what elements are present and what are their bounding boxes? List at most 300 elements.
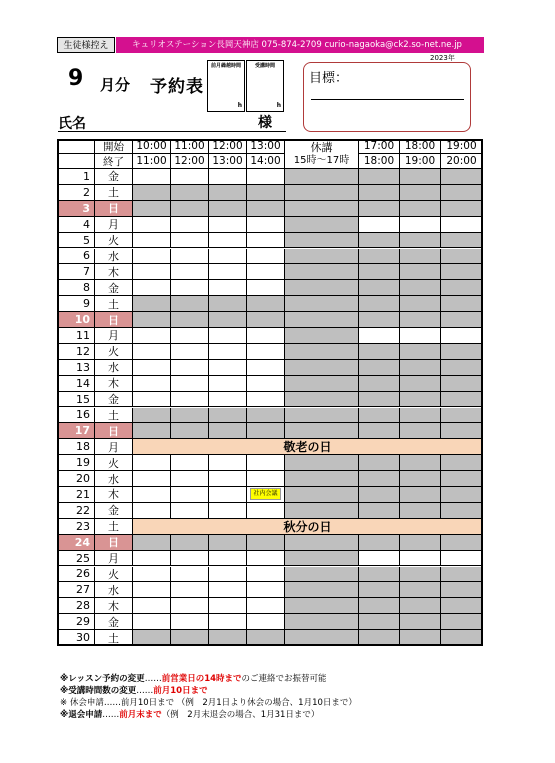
slot-cell[interactable] — [171, 487, 209, 503]
carryover-hours-label: 前月繰越時間 — [210, 63, 241, 69]
end-label: 終了 — [95, 154, 133, 169]
slot-cell[interactable] — [247, 487, 285, 503]
weekday-label: 木 — [95, 376, 133, 392]
slot-cell — [133, 423, 171, 439]
slot-cell — [209, 408, 247, 424]
slot-cell[interactable] — [171, 280, 209, 296]
slot-cell — [285, 503, 359, 519]
slot-cell — [400, 233, 441, 249]
slot-cell — [441, 280, 483, 296]
weekday-label: 金 — [95, 392, 133, 408]
break-label: 休講 — [310, 140, 333, 154]
notes — [60, 673, 357, 721]
slot-cell — [247, 408, 285, 424]
weekday-label: 土 — [95, 408, 133, 424]
slot-cell[interactable] — [247, 217, 285, 233]
slot-cell[interactable] — [247, 169, 285, 185]
slot-cell — [285, 249, 359, 265]
honorific-label: 様 — [258, 115, 272, 131]
slot-cell — [359, 312, 400, 328]
weekday-label: 木 — [95, 487, 133, 503]
day-number: 13 — [57, 360, 95, 376]
slot-cell[interactable] — [133, 487, 171, 503]
slot-cell[interactable] — [171, 328, 209, 344]
slot-cell — [359, 392, 400, 408]
slot-cell[interactable] — [247, 455, 285, 471]
day-number: 10 — [57, 312, 95, 328]
slot-cell[interactable] — [247, 551, 285, 567]
day-number: 3 — [57, 201, 95, 217]
slot-cell[interactable] — [171, 217, 209, 233]
slot-cell — [359, 249, 400, 265]
name-label: 氏名 — [58, 116, 86, 132]
slot-cell[interactable] — [171, 360, 209, 376]
slot-cell — [441, 423, 483, 439]
slot-cell[interactable] — [171, 376, 209, 392]
slot-cell — [247, 535, 285, 551]
slot-cell — [209, 312, 247, 328]
slot-cell — [133, 535, 171, 551]
slot-cell — [247, 630, 285, 646]
header-blank — [57, 139, 95, 154]
slot-cell — [285, 598, 359, 614]
holiday-name: 秋分の日 — [133, 519, 483, 535]
slot-cell[interactable] — [209, 280, 247, 296]
slot-cell[interactable] — [133, 582, 171, 598]
slot-end: 20:00 — [441, 154, 483, 169]
slot-cell[interactable] — [209, 455, 247, 471]
slot-cell[interactable] — [171, 169, 209, 185]
slot-cell[interactable] — [133, 392, 171, 408]
slot-cell[interactable] — [171, 503, 209, 519]
slot-cell[interactable] — [171, 455, 209, 471]
note-withdraw: ※退会申請……前月末まで（例 2月末退会の場合、1月31日まで） — [60, 710, 320, 720]
slot-cell — [359, 376, 400, 392]
slot-cell — [247, 312, 285, 328]
reservation-table — [57, 139, 483, 646]
weekday-label: 土 — [95, 519, 133, 535]
slot-cell[interactable] — [247, 376, 285, 392]
slot-cell — [359, 455, 400, 471]
slot-cell — [441, 233, 483, 249]
slot-cell — [441, 614, 483, 630]
day-number: 19 — [57, 455, 95, 471]
slot-cell[interactable] — [400, 328, 441, 344]
slot-cell[interactable] — [171, 567, 209, 583]
slot-cell — [247, 185, 285, 201]
slot-cell — [359, 567, 400, 583]
slot-cell — [400, 535, 441, 551]
slot-cell[interactable] — [247, 598, 285, 614]
slot-cell — [285, 471, 359, 487]
day-number: 24 — [57, 535, 95, 551]
weekday-label: 月 — [95, 217, 133, 233]
day-number: 1 — [57, 169, 95, 185]
slot-cell[interactable] — [133, 471, 171, 487]
slot-cell[interactable] — [133, 376, 171, 392]
slot-start: 13:00 — [247, 139, 285, 154]
slot-cell[interactable] — [359, 328, 400, 344]
slot-cell — [133, 185, 171, 201]
note-hours-change: ※受講時間数の変更……前月10日まで — [60, 686, 208, 696]
slot-cell — [285, 455, 359, 471]
slot-cell[interactable] — [209, 598, 247, 614]
slot-cell — [133, 630, 171, 646]
slot-cell[interactable] — [171, 551, 209, 567]
carryover-hours-box[interactable] — [207, 60, 245, 112]
slot-cell — [359, 344, 400, 360]
lesson-hours-label: 受講時間 — [254, 63, 275, 69]
slot-cell — [171, 201, 209, 217]
slot-cell — [441, 360, 483, 376]
slot-cell[interactable] — [359, 217, 400, 233]
slot-cell — [285, 344, 359, 360]
slot-cell — [171, 185, 209, 201]
slot-cell — [247, 296, 285, 312]
slot-cell[interactable] — [209, 614, 247, 630]
weekday-label: 土 — [95, 630, 133, 646]
slot-cell — [359, 296, 400, 312]
day-number: 9 — [57, 296, 95, 312]
slot-cell — [400, 169, 441, 185]
copy-label: 生徒様控え — [57, 37, 115, 53]
slot-cell[interactable] — [171, 471, 209, 487]
slot-cell[interactable] — [171, 598, 209, 614]
slot-cell — [441, 344, 483, 360]
slot-cell[interactable] — [133, 598, 171, 614]
slot-cell — [400, 630, 441, 646]
slot-cell[interactable] — [209, 233, 247, 249]
weekday-label: 金 — [95, 614, 133, 630]
page-title: 予約表 — [150, 77, 204, 97]
weekday-label: 月 — [95, 328, 133, 344]
slot-cell — [400, 423, 441, 439]
slot-cell — [400, 201, 441, 217]
slot-cell[interactable] — [171, 264, 209, 280]
slot-start: 17:00 — [359, 139, 400, 154]
slot-cell — [209, 296, 247, 312]
slot-end: 13:00 — [209, 154, 247, 169]
slot-cell — [441, 392, 483, 408]
day-number: 18 — [57, 439, 95, 455]
weekday-label: 木 — [95, 264, 133, 280]
weekday-label: 水 — [95, 582, 133, 598]
slot-cell[interactable] — [133, 328, 171, 344]
day-number: 26 — [57, 567, 95, 583]
slot-cell[interactable] — [171, 582, 209, 598]
slot-cell[interactable] — [247, 614, 285, 630]
weekday-label: 月 — [95, 551, 133, 567]
slot-cell — [400, 567, 441, 583]
weekday-label: 火 — [95, 567, 133, 583]
slot-cell — [359, 169, 400, 185]
month-number: 9 — [68, 66, 84, 91]
weekday-label: 水 — [95, 249, 133, 265]
day-number: 12 — [57, 344, 95, 360]
slot-cell — [247, 423, 285, 439]
slot-cell[interactable] — [400, 217, 441, 233]
start-label: 開始 — [95, 139, 133, 154]
slot-cell — [285, 423, 359, 439]
slot-cell — [133, 201, 171, 217]
meeting-note: 社内会議 — [250, 488, 280, 500]
break-header — [285, 139, 359, 169]
hour-unit: h — [276, 102, 281, 109]
weekday-label: 日 — [95, 423, 133, 439]
slot-cell[interactable] — [133, 360, 171, 376]
note-leave: ※ 休会申請……前月10日まで （例 2月1日より休会の場合、1月10日まで） — [60, 698, 357, 708]
slot-cell[interactable] — [171, 233, 209, 249]
slot-start: 12:00 — [209, 139, 247, 154]
day-number: 29 — [57, 614, 95, 630]
slot-end: 12:00 — [171, 154, 209, 169]
slot-cell[interactable] — [209, 169, 247, 185]
weekday-label: 金 — [95, 503, 133, 519]
slot-cell[interactable] — [133, 614, 171, 630]
slot-start: 11:00 — [171, 139, 209, 154]
name-field[interactable] — [58, 131, 286, 132]
day-number: 16 — [57, 408, 95, 424]
slot-cell[interactable] — [247, 471, 285, 487]
slot-cell — [441, 567, 483, 583]
slot-cell — [209, 185, 247, 201]
slot-cell[interactable] — [247, 264, 285, 280]
slot-cell — [359, 360, 400, 376]
slot-cell[interactable] — [209, 376, 247, 392]
slot-cell — [285, 535, 359, 551]
lesson-hours-box[interactable] — [246, 60, 284, 112]
slot-cell[interactable] — [209, 344, 247, 360]
day-number: 2 — [57, 185, 95, 201]
slot-cell[interactable] — [133, 280, 171, 296]
slot-end: 14:00 — [247, 154, 285, 169]
weekday-label: 金 — [95, 169, 133, 185]
goal-line — [311, 99, 464, 100]
slot-cell — [441, 249, 483, 265]
day-number: 14 — [57, 376, 95, 392]
slot-cell[interactable] — [209, 360, 247, 376]
weekday-label: 水 — [95, 360, 133, 376]
slot-cell — [441, 201, 483, 217]
slot-cell[interactable] — [209, 471, 247, 487]
slot-cell[interactable] — [247, 328, 285, 344]
slot-cell — [359, 503, 400, 519]
hour-unit: h — [237, 102, 242, 109]
slot-start: 19:00 — [441, 139, 483, 154]
slot-cell — [209, 630, 247, 646]
slot-cell — [400, 344, 441, 360]
slot-cell — [400, 392, 441, 408]
slot-cell — [359, 535, 400, 551]
slot-cell — [400, 312, 441, 328]
month-unit: 月分 — [100, 76, 131, 94]
slot-cell[interactable] — [209, 503, 247, 519]
day-number: 25 — [57, 551, 95, 567]
slot-cell — [400, 408, 441, 424]
slot-cell — [285, 582, 359, 598]
slot-cell — [285, 567, 359, 583]
slot-cell[interactable] — [133, 249, 171, 265]
day-number: 7 — [57, 264, 95, 280]
slot-cell — [285, 312, 359, 328]
slot-cell[interactable] — [209, 328, 247, 344]
slot-cell — [285, 185, 359, 201]
slot-cell[interactable] — [209, 392, 247, 408]
slot-end: 11:00 — [133, 154, 171, 169]
slot-cell[interactable] — [133, 169, 171, 185]
slot-cell — [359, 408, 400, 424]
slot-cell — [133, 408, 171, 424]
weekday-label: 日 — [95, 312, 133, 328]
slot-cell[interactable] — [247, 567, 285, 583]
slot-cell[interactable] — [247, 233, 285, 249]
slot-end: 18:00 — [359, 154, 400, 169]
day-number: 17 — [57, 423, 95, 439]
slot-cell — [400, 185, 441, 201]
slot-cell — [359, 582, 400, 598]
slot-cell — [133, 296, 171, 312]
slot-cell[interactable] — [359, 551, 400, 567]
slot-cell — [400, 503, 441, 519]
slot-cell — [359, 423, 400, 439]
slot-cell[interactable] — [133, 217, 171, 233]
slot-cell[interactable] — [247, 582, 285, 598]
slot-cell[interactable] — [133, 567, 171, 583]
slot-cell — [400, 471, 441, 487]
day-number: 23 — [57, 519, 95, 535]
weekday-label: 日 — [95, 201, 133, 217]
slot-cell — [441, 408, 483, 424]
slot-cell — [209, 201, 247, 217]
slot-cell — [359, 233, 400, 249]
slot-cell — [359, 471, 400, 487]
slot-cell[interactable] — [400, 551, 441, 567]
slot-cell[interactable] — [133, 264, 171, 280]
slot-cell — [359, 185, 400, 201]
slot-cell — [441, 264, 483, 280]
slot-cell[interactable] — [209, 567, 247, 583]
slot-cell[interactable] — [441, 328, 483, 344]
slot-cell — [285, 169, 359, 185]
slot-cell[interactable] — [209, 217, 247, 233]
slot-cell — [285, 280, 359, 296]
slot-cell[interactable] — [441, 551, 483, 567]
slot-cell — [285, 408, 359, 424]
slot-cell — [400, 264, 441, 280]
slot-cell[interactable] — [247, 360, 285, 376]
slot-cell — [441, 535, 483, 551]
slot-cell — [441, 503, 483, 519]
slot-cell — [285, 201, 359, 217]
slot-cell[interactable] — [133, 233, 171, 249]
day-number: 5 — [57, 233, 95, 249]
slot-cell — [285, 630, 359, 646]
slot-cell[interactable] — [209, 264, 247, 280]
slot-cell — [441, 455, 483, 471]
slot-cell — [441, 312, 483, 328]
break-time: 15時～17時 — [293, 154, 350, 166]
slot-cell[interactable] — [441, 217, 483, 233]
weekday-label: 月 — [95, 439, 133, 455]
slot-cell[interactable] — [133, 551, 171, 567]
day-number: 28 — [57, 598, 95, 614]
slot-cell — [441, 487, 483, 503]
slot-cell — [400, 376, 441, 392]
slot-cell — [171, 312, 209, 328]
slot-cell — [359, 264, 400, 280]
slot-cell — [441, 630, 483, 646]
slot-cell — [171, 408, 209, 424]
slot-cell[interactable] — [171, 344, 209, 360]
goal-label: 目標： — [309, 71, 349, 86]
slot-cell[interactable] — [133, 344, 171, 360]
slot-cell — [285, 217, 359, 233]
slot-cell — [441, 185, 483, 201]
slot-cell[interactable] — [247, 280, 285, 296]
day-number: 4 — [57, 217, 95, 233]
slot-cell — [209, 535, 247, 551]
slot-cell — [359, 201, 400, 217]
slot-cell[interactable] — [133, 503, 171, 519]
slot-cell[interactable] — [209, 487, 247, 503]
slot-cell — [133, 312, 171, 328]
slot-cell[interactable] — [171, 614, 209, 630]
slot-cell — [441, 169, 483, 185]
slot-cell — [400, 582, 441, 598]
slot-cell — [171, 630, 209, 646]
slot-cell — [285, 264, 359, 280]
weekday-label: 日 — [95, 535, 133, 551]
slot-cell — [441, 296, 483, 312]
year-label: 2023年 — [430, 54, 455, 62]
slot-cell — [441, 598, 483, 614]
slot-cell — [285, 360, 359, 376]
slot-cell[interactable] — [209, 582, 247, 598]
slot-cell[interactable] — [209, 551, 247, 567]
slot-cell[interactable] — [247, 344, 285, 360]
slot-cell — [400, 598, 441, 614]
slot-cell[interactable] — [209, 249, 247, 265]
slot-cell — [400, 360, 441, 376]
slot-cell[interactable] — [171, 249, 209, 265]
slot-cell — [400, 249, 441, 265]
slot-cell — [441, 471, 483, 487]
slot-cell[interactable] — [247, 503, 285, 519]
slot-cell — [171, 423, 209, 439]
note-reschedule: ※レッスン予約の変更……前営業日の14時までのご連絡でお振替可能 — [60, 674, 327, 684]
slot-cell — [247, 201, 285, 217]
weekday-label: 火 — [95, 344, 133, 360]
slot-cell — [359, 598, 400, 614]
day-number: 22 — [57, 503, 95, 519]
slot-cell — [359, 630, 400, 646]
slot-start: 10:00 — [133, 139, 171, 154]
slot-cell — [285, 487, 359, 503]
slot-cell — [285, 551, 359, 567]
slot-cell[interactable] — [171, 392, 209, 408]
slot-cell[interactable] — [247, 392, 285, 408]
weekday-label: 火 — [95, 455, 133, 471]
weekday-label: 土 — [95, 185, 133, 201]
slot-cell[interactable] — [133, 455, 171, 471]
slot-cell — [171, 535, 209, 551]
day-number: 27 — [57, 582, 95, 598]
day-number: 20 — [57, 471, 95, 487]
slot-cell[interactable] — [247, 249, 285, 265]
slot-cell — [441, 582, 483, 598]
weekday-label: 火 — [95, 233, 133, 249]
header-blank — [57, 154, 95, 169]
